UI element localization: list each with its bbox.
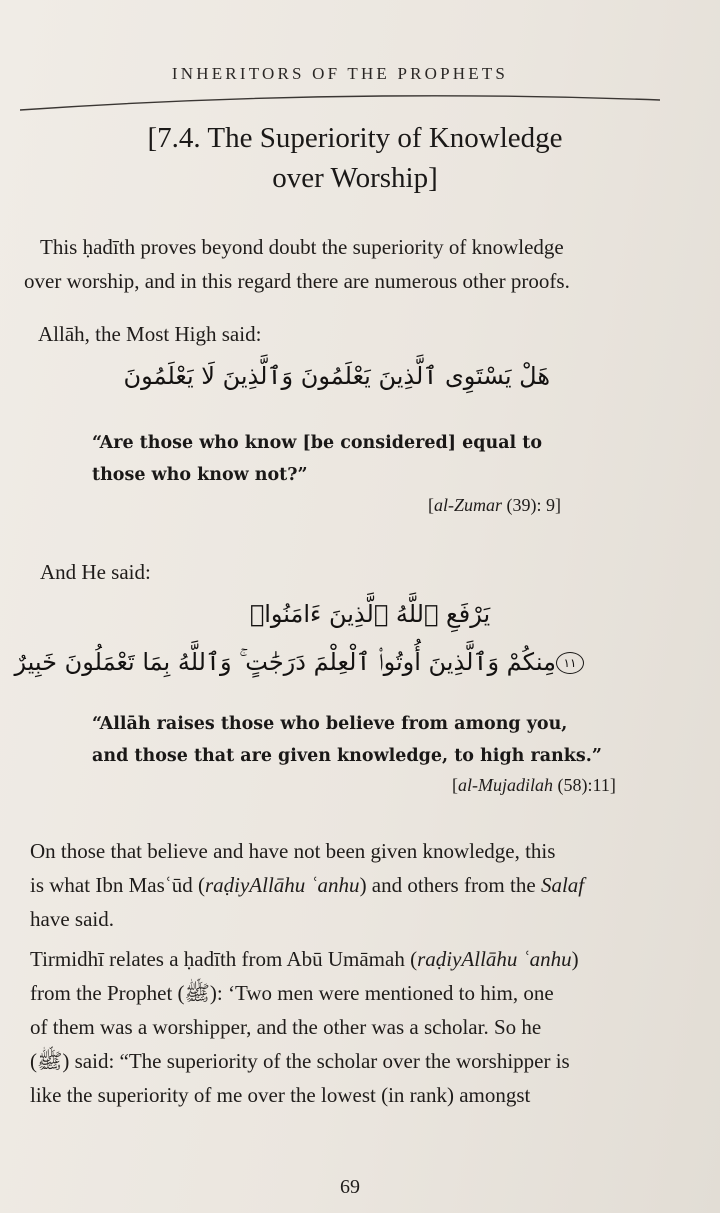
para4-line1-b: ) <box>571 947 579 971</box>
para3-line1: On those that believe and have not been given knowledge, this <box>30 839 556 863</box>
para4-line5: like the superiority of me over the lowest (in rank) amongst <box>30 1083 531 1107</box>
para3-salaf: Salaf <box>540 873 585 897</box>
chapter-title <box>60 118 650 198</box>
paragraph-ibn-masud <box>30 834 660 936</box>
paragraph-tirmidhi <box>30 942 660 1112</box>
verse1-ref-numbers: (39): 9] <box>506 495 561 515</box>
verse1-ref-open: [ <box>428 495 434 515</box>
intro-line2: over worship, and in this regard there are numerous other proofs. <box>24 269 570 293</box>
verse2-translation <box>92 708 612 772</box>
running-head: INHERITORS OF THE PROPHETS <box>171 64 509 83</box>
verse2-ref-surah: al-Mujadilah <box>458 775 553 795</box>
verse1-reference <box>428 495 561 516</box>
verse1-ref-surah: al-Zumar <box>434 495 503 515</box>
verse2-ref-numbers: (58):11] <box>557 775 616 795</box>
verse1-translation-line2: those who know not?” <box>92 465 308 485</box>
verse2-label: And He said: <box>40 560 151 584</box>
verse-number-marker: ١١ <box>556 652 584 674</box>
verse1-label: Allāh, the Most High said: <box>38 322 262 346</box>
para3-line2-a: is what Ibn Masʿūd ( <box>30 873 205 897</box>
verse2-reference <box>452 775 616 796</box>
para4-line4: (ﷺ) said: “The superiority of the scholar over the worshipper is <box>30 1049 570 1073</box>
verse1-arabic: هَلْ يَسْتَوِى ٱلَّذِينَ يَعْلَمُونَ وَٱلَّذِينَ لَا يَعْلَمُونَ <box>123 362 550 390</box>
header-rule <box>20 92 660 112</box>
verse2-arabic-line2 <box>14 648 588 676</box>
para3-line2 <box>30 868 660 902</box>
verse2-translation-line1: “Allāh raises those who believe from among you, <box>92 714 568 734</box>
para3-line2-b: ) and others from the <box>359 873 541 897</box>
verse2-arabic-line2-text: مِنكُمْ وَٱلَّذِينَ أُوتُوا۟ ٱلْعِلْمَ دَرَجَٰتٍ ۚ وَٱللَّهُ بِمَا تَعْمَلُونَ خَبِيرٌ <box>14 648 556 676</box>
para4-line1 <box>30 942 660 976</box>
verse1-translation-line1: “Are those who know [be considered] equal to <box>92 433 543 453</box>
para4-line3: of them was a worshipper, and the other was a scholar. So he <box>30 1015 542 1039</box>
chapter-title-line2: over Worship] <box>272 162 438 194</box>
para3-honorific: raḍiyAllāhu ʿanhu <box>204 873 360 897</box>
para4-line1-a: Tirmidhī relates a ḥadīth from Abū Umāmah ( <box>30 947 418 971</box>
verse2-translation-line2: and those that are given knowledge, to high ranks.” <box>92 746 602 766</box>
intro-line1: This ḥadīth proves beyond doubt the superiority of knowledge <box>40 235 564 259</box>
chapter-title-line1: [7.4. The Superiority of Knowledge <box>147 122 563 154</box>
verse2-ref-open: [ <box>452 775 458 795</box>
para3-line3: have said. <box>30 907 114 931</box>
intro-paragraph <box>24 230 666 298</box>
para4-line2: from the Prophet (ﷺ): ‘Two men were mentioned to him, one <box>30 981 554 1005</box>
page-number: 69 <box>340 1176 360 1198</box>
verse1-translation <box>92 427 612 491</box>
para4-honorific: raḍiyAllāhu ʿanhu <box>417 947 572 971</box>
verse2-arabic-line1: يَرْفَعِ ٱللَّهُ ٱلَّذِينَ ءَامَنُوا۟ <box>249 600 491 628</box>
